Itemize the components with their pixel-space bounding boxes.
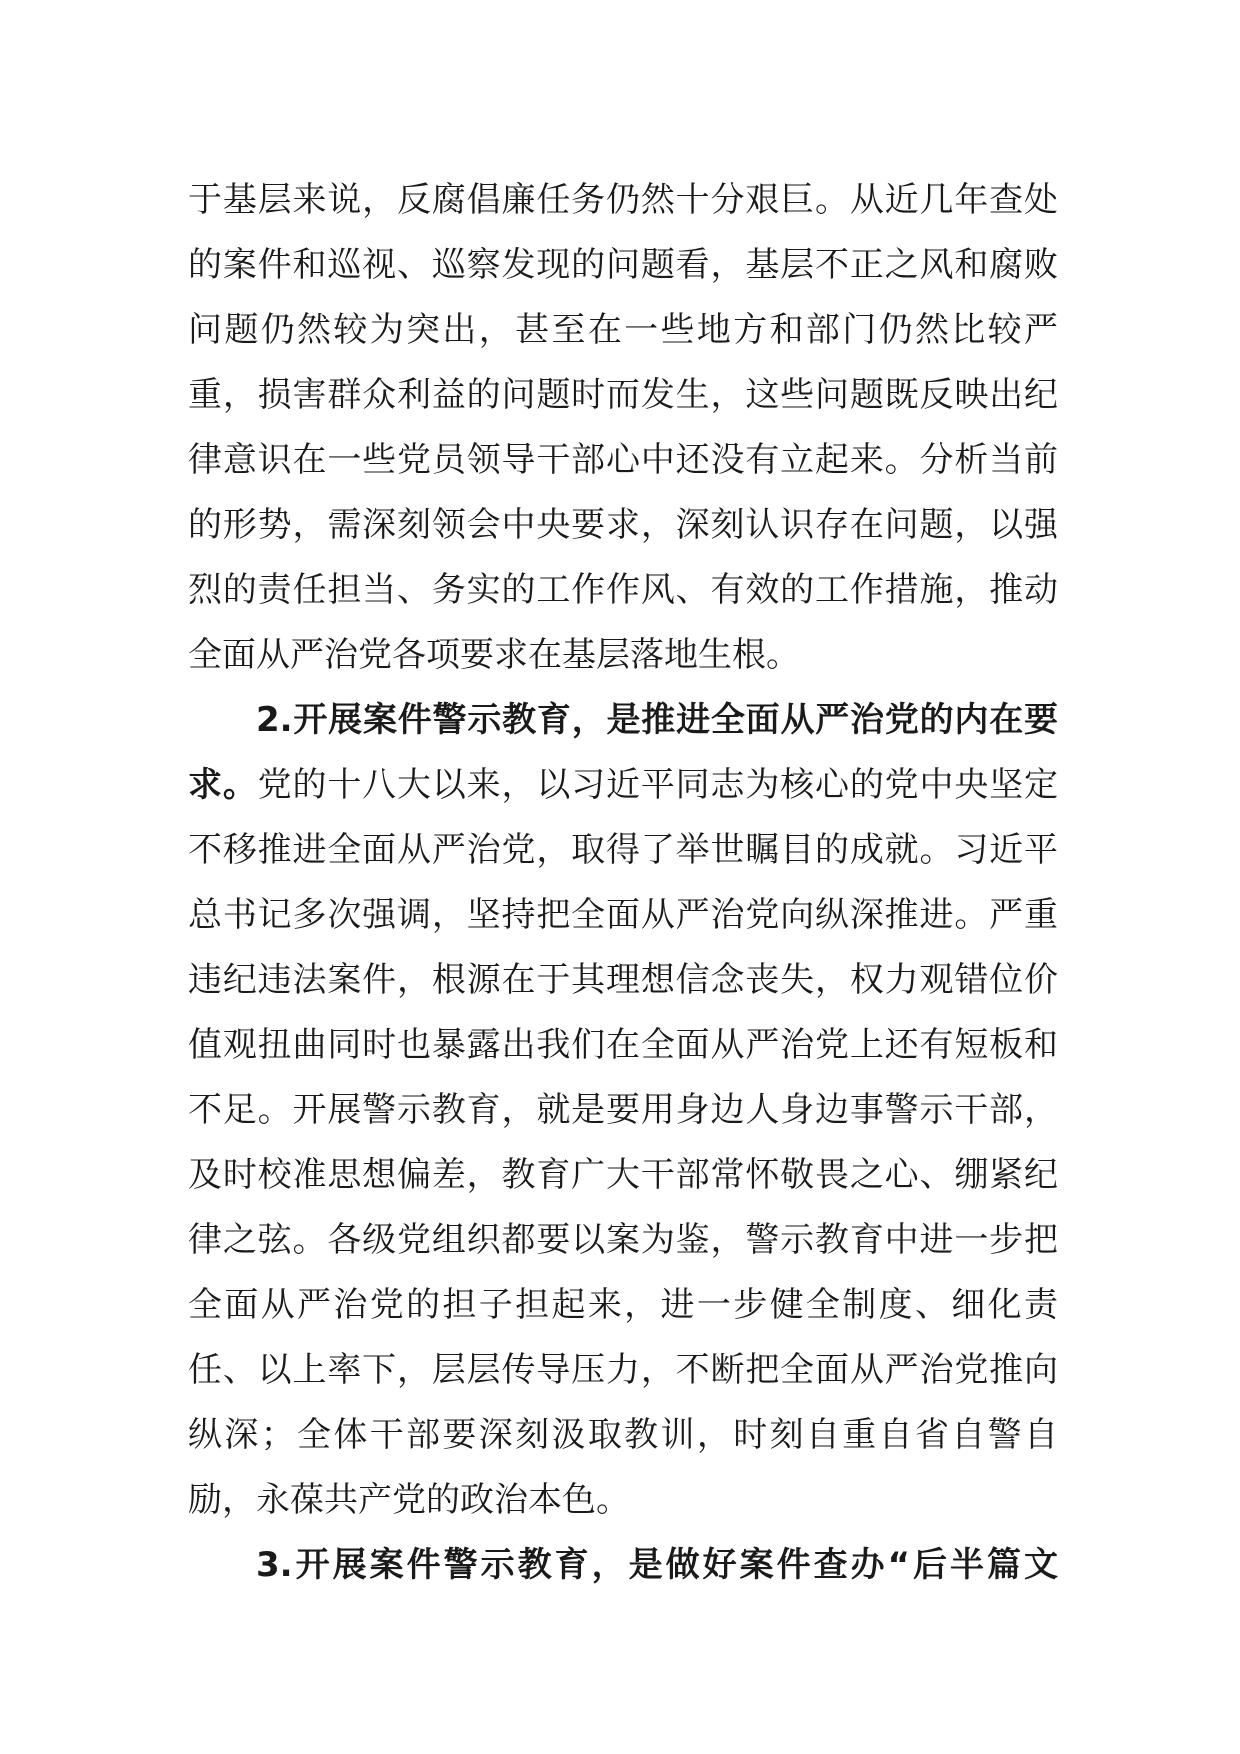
text-line: 纵深；全体干部要深刻汲取教训，时刻自重自省自警自 [188, 1415, 1058, 1455]
text-line: 违纪违法案件，根源在于其理想信念丧失，权力观错位价 [188, 960, 1058, 1000]
text-line: 励，永葆共产党的政治本色。 [188, 1480, 630, 1520]
text-line: 律意识在一些党员领导干部心中还没有立起来。分析当前 [188, 440, 1058, 480]
paragraph-2-heading-end: 求。 [188, 765, 258, 805]
text-line: 不足。开展警示教育，就是要用身边人身边事警示干部， [188, 1090, 1058, 1130]
text-line: 不移推进全面从严治党，取得了举世瞩目的成就。习近平 [188, 830, 1058, 870]
paragraph-3-heading: 3.开展案件警示教育，是做好案件查办“后半篇文 [256, 1545, 1058, 1585]
paragraph-2 [188, 688, 1058, 1533]
text-line: 的案件和巡视、巡察发现的问题看，基层不正之风和腐败 [188, 245, 1058, 285]
text-line: 总书记多次强调，坚持把全面从严治党向纵深推进。严重 [188, 895, 1058, 935]
text-line: 问题仍然较为突出，甚至在一些地方和部门仍然比较严 [188, 310, 1058, 350]
text-line: 律之弦。各级党组织都要以案为鉴，警示教育中进一步把 [188, 1220, 1058, 1260]
text-line: 于基层来说，反腐倡廉任务仍然十分艰巨。从近几年查处 [188, 180, 1058, 220]
paragraph-1 [188, 168, 1058, 688]
text-line [188, 753, 1058, 818]
text-line: 及时校准思想偏差，教育广大干部常怀敬畏之心、绷紧纪 [188, 1155, 1058, 1195]
text-line: 全面从严治党的担子担起来，进一步健全制度、细化责 [188, 1285, 1058, 1325]
paragraph-2-heading: 2.开展案件警示教育，是推进全面从严治党的内在要 [256, 700, 1058, 740]
text-line: 的形势，需深刻领会中央要求，深刻认识存在问题，以强 [188, 505, 1058, 545]
document-body [188, 168, 1058, 1598]
text-line: 烈的责任担当、务实的工作作风、有效的工作措施，推动 [188, 570, 1058, 610]
paragraph-2-text: 党的十八大以来，以习近平同志为核心的党中央坚定 [257, 765, 1058, 805]
text-line: 值观扭曲同时也暴露出我们在全面从严治党上还有短板和 [188, 1025, 1058, 1065]
text-line: 重，损害群众利益的问题时而发生，这些问题既反映出纪 [188, 375, 1058, 415]
text-line: 任、以上率下，层层传导压力，不断把全面从严治党推向 [188, 1350, 1058, 1390]
paragraph-3 [188, 1533, 1058, 1598]
text-line: 全面从严治党各项要求在基层落地生根。 [188, 635, 800, 675]
